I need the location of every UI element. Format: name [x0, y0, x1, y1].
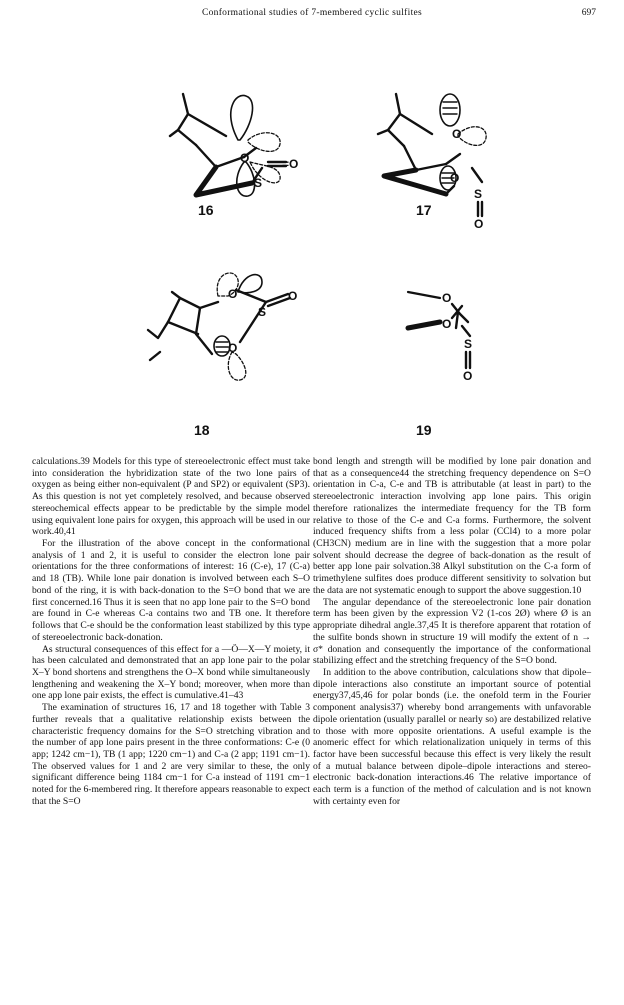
right-column [313, 456, 591, 808]
atom-o-upper: O [228, 287, 238, 301]
page-header [0, 8, 624, 24]
atom-s: S [254, 176, 263, 190]
atom-oxo: O [288, 289, 298, 303]
paragraph: For the illustration of the above concept in the conformational analysis of 1 and 2, it is useful to consider the electron lone pair orientations for the three conformations of interest: 16 (C-e), 17 (C-a) and 18 (TB). While lone pair donation is involved between each S–O bond of the ring, it is with back-donation to the S=O bond that we are first concerned.16 Thus it is seen that no app lone pair to the S=O bond are found in C-e whereas C-a contains two and TB one. It therefore follows that C-e should be the conformation least stabilized by this type of stereoelectronic back-donation. [32, 538, 310, 643]
structures-figure [0, 70, 624, 450]
atom-o-lower: O [228, 341, 238, 355]
left-column [32, 456, 310, 808]
atom-oxo: O [474, 217, 484, 231]
structure-16 [170, 94, 298, 196]
paragraph: The angular dependance of the stereoelectronic lone pair donation term has been given by the expression V2 (1-cos 2Ø) where Ø is an appropriate dihedral angle.37,45 It is therefore apparent that rotation of the sulfite bonds shown in structure 19 will modify the extent of n → σ* donation and consequently the importance of the conformational stabilizing effect and the stretching frequency of the S=O bond. [313, 596, 591, 667]
structure-label-16: 16 [198, 202, 214, 218]
atom-o-upper: O [442, 291, 452, 305]
paragraph: As structural consequences of this effect for a —Ö—X—Y moiety, it has been calculated and demonstrated that an app lone pair to the polar X–Y bond shortens and strengthens the O–X bond while simultaneously lengthening and weakening the X–Y bond; moreover, when more than one app lone pair exists, the effect is cumulative.41–43 [32, 643, 310, 702]
atom-o-lower: O [442, 317, 452, 331]
atom-o-upper: O [452, 127, 462, 141]
structure-label-19: 19 [416, 422, 432, 438]
running-title: Conformational studies of 7-membered cyclic sulfites [201, 8, 423, 18]
structure-18 [148, 273, 297, 380]
paragraph: bond length and strength will be modified by lone pair donation and that as a consequence44 the stretching frequency dependence on S=O orientation in C-a, C-e and TB is attributable (at least in part) to the stereoelectronic interaction involving app lone pairs. This origin therefore rationalizes the intermediate frequency for the TB form relative to those of the C-e and C-a forms. Furthermore, the solvent induced frequency shifts from a less polar (CCl4) to a more polar (CH3CN) medium are in line with the suggestion that a more polar solvent should decrease the degree of back-donation as the result of better app lone pair solvation.38 Alkyl substitution on the C-a form of trimethylene sulfites does produce different sensitivity to solvation but the data are not systematic enough to support the above suggestion.10 [313, 456, 591, 596]
atom-s: S [258, 305, 267, 319]
structure-label-18: 18 [194, 422, 210, 438]
atom-o-upper: O [240, 151, 250, 165]
atom-s-oxo: =O [282, 157, 299, 171]
paragraph: calculations.39 Models for this type of stereoelectronic effect must take into consideration the hybridization state of the two lone pairs of oxygen as being either non-equivalent (P and SP2) or equivalent (SP3). As this question is not yet completely resolved, and because observed stereochemical effects appear to be predictable by the simple model using equivalent lone pairs for oxygen, this approach will be used in our work.40,41 [32, 456, 310, 538]
structure-label-17: 17 [416, 202, 432, 218]
structure-19 [408, 291, 472, 383]
structures-drawing [0, 70, 624, 450]
atom-o-lower: O [450, 171, 460, 185]
structure-17 [378, 94, 486, 231]
page-number: 697 [581, 8, 596, 18]
paragraph: The examination of structures 16, 17 and 18 together with Table 3 further reveals that a qualitative relationship exists between the characteristic frequency domains for the S=O stretching vibration and the number of app lone pairs present in the three conformations: C-e (0 app; 1242 cm−1), TB (1 app; 1220 cm−1) and C-a (2 app; 1191 cm−1). The observed values for 1 and 2 are very similar to these, the only significant difference being 1184 cm−1 for C-a instead of 1191 cm−1 noted for the 6-membered ring. It therefore appears reasonable to expect that the S=O [32, 702, 310, 807]
atom-s: S [464, 337, 473, 351]
paragraph: In addition to the above contribution, calculations show that dipole–dipole interactions also constitute an important source of potential energy37,45,46 for polar bonds (i.e. the onefold term in the Fourier component analysis37) whereby bond arrangements with unfavorable dipole orientation (usually parallel or nearly so) are destabilized relative to those with more opposite orientations. A useful example is the anomeric effect for which relationalization uniquely in terms of this factor have been successful because this effect is very likely the result of a mutual balance between dipole–dipole interactions and stereo-electronic back-donation interactions.46 The relative importance of each term is a function of the method of calculation and is not known with certainty even for [313, 666, 591, 807]
atom-oxo: O [463, 369, 473, 383]
atom-s: S [474, 187, 483, 201]
